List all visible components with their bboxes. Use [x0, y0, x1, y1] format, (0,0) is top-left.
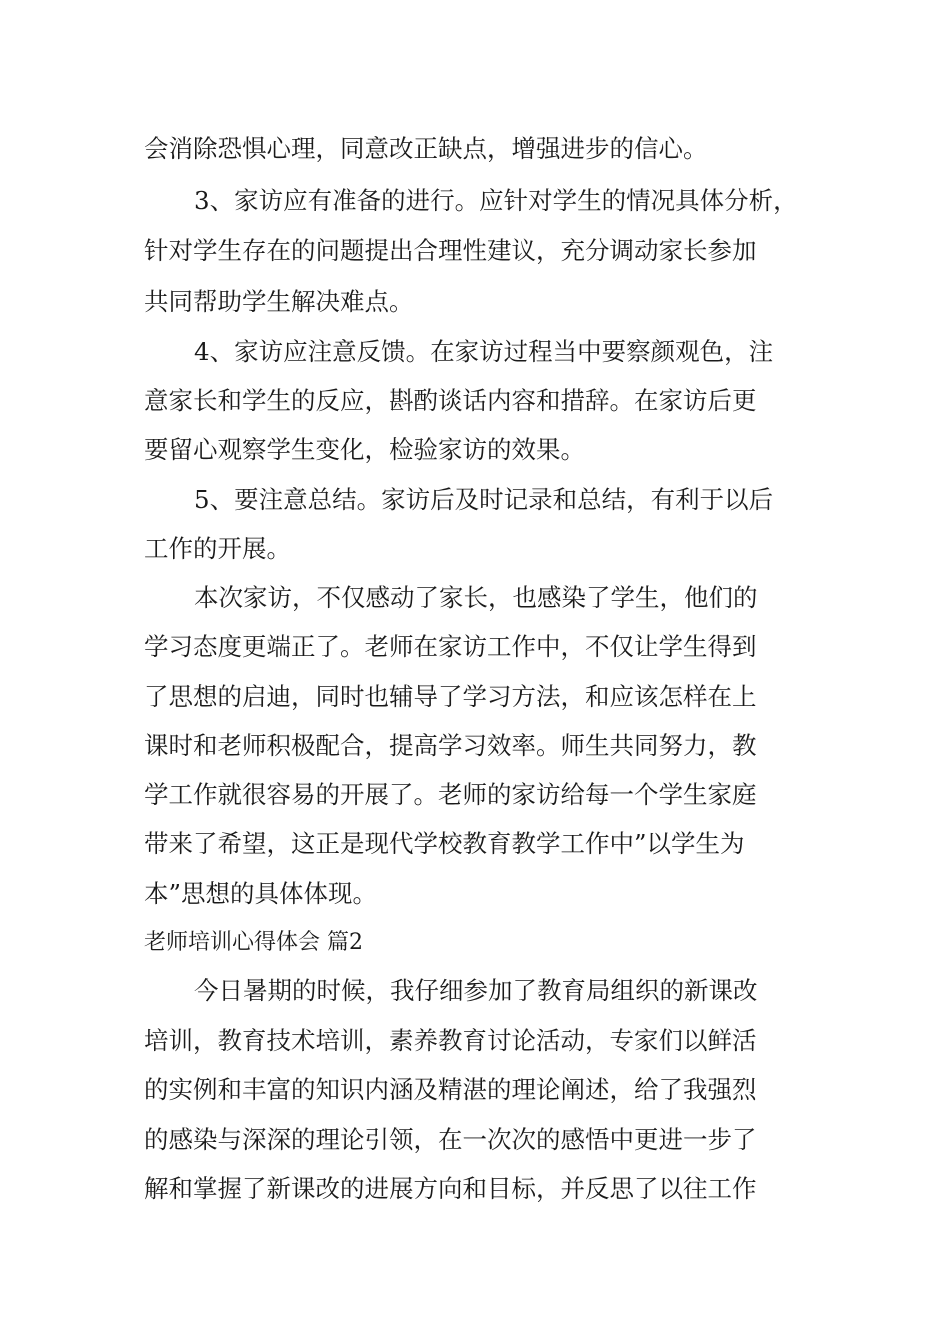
section-heading: 老师培训心得体会 篇2	[144, 930, 363, 955]
paragraph-line: 的实例和丰富的知识内涵及精湛的理论阐述，给了我强烈	[144, 1075, 757, 1104]
paragraph-line: 工作的开展。	[144, 534, 291, 563]
paragraph-line: 5、要注意总结。家访后及时记录和总结，有利于以后	[194, 485, 774, 514]
paragraph-line: 共同帮助学生解决难点。	[144, 287, 414, 316]
paragraph-line: 针对学生存在的问题提出合理性建议，充分调动家长参加	[144, 236, 757, 265]
paragraph-line: 带来了希望，这正是现代学校教育教学工作中”以学生为	[144, 829, 745, 858]
paragraph-line: 4、家访应注意反馈。在家访过程当中要察颜观色，注	[194, 337, 774, 366]
paragraph-line: 意家长和学生的反应，斟酌谈话内容和措辞。在家访后更	[144, 386, 757, 415]
paragraph-line: 本次家访，不仅感动了家长，也感染了学生，他们的	[194, 583, 758, 612]
paragraph-line: 今日暑期的时候，我仔细参加了教育局组织的新课改	[194, 976, 758, 1005]
paragraph-line: 课时和老师积极配合，提高学习效率。师生共同努力，教	[144, 731, 757, 760]
paragraph-line: 要留心观察学生变化，检验家访的效果。	[144, 435, 585, 464]
paragraph-line: 学习态度更端正了。老师在家访工作中，不仅让学生得到	[144, 632, 757, 661]
paragraph-line: 培训，教育技术培训，素养教育讨论活动，专家们以鲜活	[144, 1026, 757, 1055]
paragraph-line: 解和掌握了新课改的进展方向和目标，并反思了以往工作	[144, 1174, 757, 1203]
paragraph-line: 的感染与深深的理论引领，在一次次的感悟中更进一步了	[144, 1125, 757, 1154]
paragraph-line: 3、家访应有准备的进行。应针对学生的情况具体分析，	[194, 186, 798, 215]
paragraph-line: 会消除恐惧心理，同意改正缺点，增强进步的信心。	[144, 134, 708, 163]
paragraph-line: 了思想的启迪，同时也辅导了学习方法，和应该怎样在上	[144, 682, 757, 711]
paragraph-line: 本”思想的具体体现。	[144, 879, 378, 908]
paragraph-line: 学工作就很容易的开展了。老师的家访给每一个学生家庭	[144, 780, 757, 809]
